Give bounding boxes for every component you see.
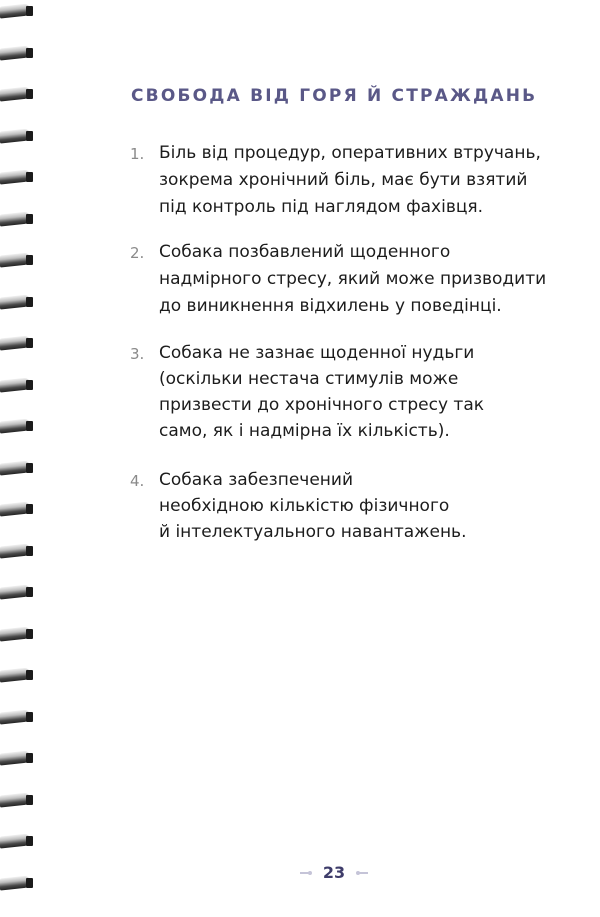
binding-coil — [0, 293, 40, 313]
list-item-number: 2. — [130, 244, 145, 262]
list-item-line: до виникнення відхилень у поведінці. — [159, 296, 502, 316]
binding-coil — [0, 85, 40, 105]
list-item-line: під контроль під наглядом фахівця. — [159, 197, 484, 217]
list-item-line: Собака не зазнає щоденної нудьги — [159, 343, 475, 363]
page-footer — [0, 862, 600, 882]
binding-coil — [0, 376, 40, 396]
binding-coil — [0, 583, 40, 603]
list-item-line: (оскільки нестача стимулів може — [159, 369, 459, 389]
ornament-dash-left — [300, 872, 310, 874]
binding-coil — [0, 334, 40, 354]
binding-coil — [0, 666, 40, 686]
list-item-line: зокрема хронічний біль, має бути взятий — [159, 170, 528, 190]
list-item-line: само, як і надмірна їх кількість). — [159, 421, 450, 441]
list-item-line: необхідною кількістю фізичного — [159, 496, 450, 516]
list-item-line: й інтелектуального навантажень. — [159, 522, 467, 542]
list-item-number: 4. — [130, 472, 145, 490]
list-item-line: Біль від процедур, оперативних втручань, — [159, 143, 541, 163]
list-item-line: надмірного стресу, який може призводити — [159, 269, 547, 289]
list-item-number: 1. — [130, 145, 145, 163]
binding-coil — [0, 44, 40, 64]
list-item-line: Собака позбавлений щоденного — [159, 242, 451, 262]
binding-coil — [0, 542, 40, 562]
ornament-dash-right — [358, 872, 368, 874]
list-item-line: Собака забезпечений — [159, 470, 353, 490]
binding-coil — [0, 210, 40, 230]
list-item-line: призвести до хронічного стресу так — [159, 395, 485, 415]
binding-coil — [0, 625, 40, 645]
binding-coil — [0, 708, 40, 728]
binding-coil — [0, 832, 40, 852]
binding-coil — [0, 459, 40, 479]
page-number: 23 — [322, 863, 346, 882]
binding-coil — [0, 2, 40, 22]
spiral-binding — [0, 0, 44, 917]
binding-coil — [0, 417, 40, 437]
binding-coil — [0, 500, 40, 520]
binding-coil — [0, 168, 40, 188]
list-item-number: 3. — [130, 345, 145, 363]
binding-coil — [0, 127, 40, 147]
binding-coil — [0, 791, 40, 811]
binding-coil — [0, 749, 40, 769]
section-heading: СВОБОДА ВІД ГОРЯ Й СТРАЖДАНЬ — [131, 86, 538, 106]
binding-coil — [0, 251, 40, 271]
